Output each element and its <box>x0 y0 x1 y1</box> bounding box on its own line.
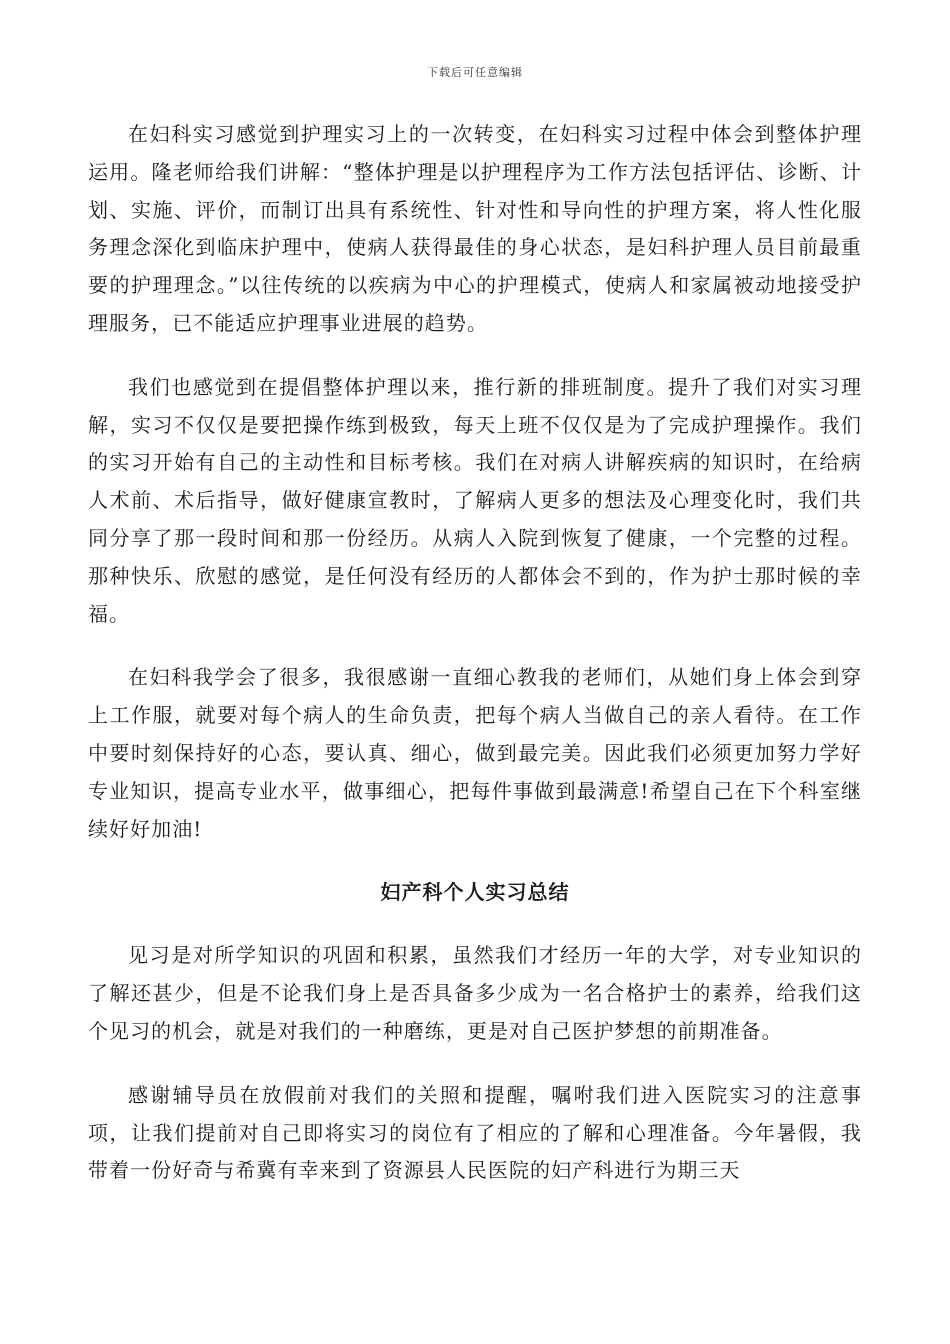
paragraph: 见习是对所学知识的巩固和积累，虽然我们才经历一年的大学，对专业知识的了解还甚少，但是不论我们身上是否具备多少成为一名合格护士的素养，给我们这个见习的机会，就是对我们的一种磨练，更是对自己医护梦想的前期准备。 <box>88 943 862 1043</box>
paragraph: 在妇科实习感觉到护理实习上的一次转变，在妇科实习过程中体会到整体护理运用。隆老师给我们讲解：“整体护理是以护理程序为工作方法包括评估、诊断、计划、实施、评价，而制订出具有系统性、针对性和导向性的护理方案，将人性化服务理念深化到临床护理中，使病人获得最佳的身心状态，是妇科护理人员目前最重要的护理理念。”以往传统的以疾病为中心的护理模式，使病人和家属被动地接受护理服务，已不能适应护理事业进展的趋势。 <box>88 122 862 335</box>
document-body <box>88 116 862 1216</box>
paragraph: 我们也感觉到在提倡整体护理以来，推行新的排班制度。提升了我们对实习理解，实习不仅仅是要把操作练到极致，每天上班不仅仅是为了完成护理操作。我们的实习开始有自己的主动性和目标考核。我们在对病人讲解疾病的知识时，在给病人术前、术后指导，做好健康宣教时，了解病人更多的想法及心理变化时，我们共同分享了那一段时间和那一份经历。从病人入院到恢复了健康，一个完整的过程。那种快乐、欣慰的感觉，是任何没有经历的人都体会不到的，作为护士那时候的幸福。 <box>88 374 862 626</box>
paragraph: 感谢辅导员在放假前对我们的关照和提醒，嘱咐我们进入医院实习的注意事项，让我们提前对自己即将实习的岗位有了相应的了解和心理准备。今年暑假，我带着一份好奇与希冀有幸来到了资源县人民医院的妇产科进行为期三天 <box>88 1082 862 1183</box>
paragraph: 在妇科我学会了很多，我很感谢一直细心教我的老师们，从她们身上体会到穿上工作服，就要对每个病人的生命负责，把每个病人当做自己的亲人看待。在工作中要时刻保持好的心态，要认真、细心，做到最完美。因此我们必须更加努力学好专业知识，提高专业水平，做事细心，把每件事做到最满意!希望自己在下个科室继续好好加油! <box>88 665 862 841</box>
section-title: 妇产科个人实习总结 <box>380 880 570 905</box>
header-note: 下载后可任意编辑 <box>427 66 523 79</box>
